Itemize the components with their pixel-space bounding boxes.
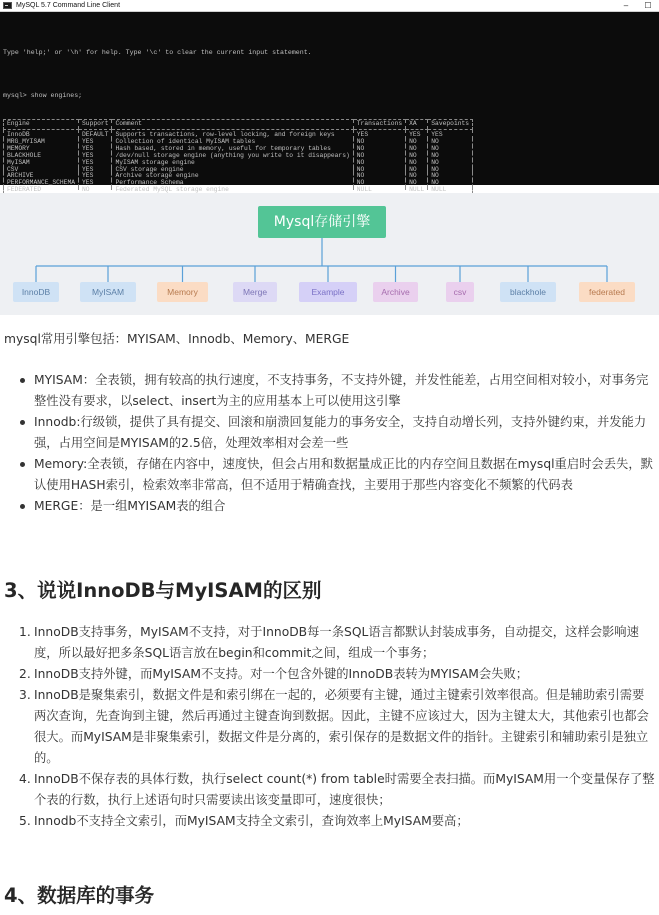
table-cell: Performance Schema [112,180,353,187]
table-row [4,160,473,167]
list-item: 5. Innodb不支持全文索引，而MyISAM支持全文索引，查询效率上MyISAM要高； [19,814,469,828]
table-cell: CSV storage engine [112,167,353,174]
table-cell: Hash based, stored in memory, useful for temporary tables [112,146,353,153]
table-cell: YES [79,153,112,160]
table-cell: NO [428,173,473,180]
diagram-leaf-node: federated [579,282,635,302]
list-item: 2. InnoDB支持外键，而MyISAM不支持。对一个包含外键的InnoDB表转为MYISAM会失败； [19,667,529,681]
table-cell: YES [79,146,112,153]
table-cell: YES [79,173,112,180]
list-item: Innodb:行级锁，提供了具有提交、回滚和崩溃回复能力的事务安全，支持自动增长列，支持外键约束，并发能力强，占用空间是MYISAM的2.5倍，处理效率相对会差一些 [15,412,655,454]
list-item: 4. InnoDB不保存表的具体行数，执行select count(*) from table时需要全表扫描。而MyISAM用一个变量保存了整个表的行数，执行上述语句时只需要读出该变量即可，速度很快； [19,772,655,807]
table-cell: Collection of identical MyISAM tables [112,139,353,146]
window-controls [615,0,659,11]
engine-bullet-list [15,370,655,517]
table-cell: YES [79,139,112,146]
terminal-title: MySQL 5.7 Command Line Client [16,2,121,9]
table-cell: NO [428,167,473,174]
diagram-leaf-node: Example [299,282,357,302]
list-item-text: InnoDB是聚集索引，数据文件是和索引绑在一起的，必须要有主键，通过主键索引效率很高。但是辅助索引需要两次查询，先查询到主键，然后再通过主键查询到数据。因此，主键不应该过大，因为主键太大，其他索引也都会很大。而MyISAM是非聚集索引，数据文件是分离的，索引保存的是数据文件的指针。主键索引和辅助索引是独立的。 [34,688,649,765]
section-4-heading: 4、数据库的事务 [4,884,155,907]
table-cell: InnoDB [4,130,79,139]
table-cell: MyISAM storage engine [112,160,353,167]
diagram-root-node: Mysql存储引擎 [258,206,386,238]
table-cell: MyISAM [4,160,79,167]
column-header: Comment [112,120,353,130]
list-item: 3. InnoDB是聚集索引，数据文件是和索引绑在一起的，必须要有主键，通过主键索引效率很高。但是辅助索引需要两次查询，先查询到主键，然后再通过主键查询到数据。因此，主键不应该过大，因为主键太大，其他索引也都会很大。而MyISAM是非聚集索引，数据文件是分离的，索引保存的是数据文件的指针。主键索引和辅助索引是独立的。 [19,688,649,765]
table-cell: PERFORMANCE_SCHEMA [4,180,79,187]
table-cell: YES [79,160,112,167]
table-cell: NO [406,139,428,146]
diagram-leaf-node: Merge [233,282,277,302]
engines-table [3,119,473,197]
table-cell: NO [428,139,473,146]
table-cell: NO [353,153,405,160]
table-cell: NO [428,180,473,187]
list-item: Memory:全表锁，存储在内容中，速度快，但会占用和数据量成正比的内存空间且数据在mysql重启时会丢失，默认使用HASH索引，检索效率非常高，但不适用于精确查找，主要用于那些内容变化不频繁的代码表 [15,454,655,496]
table-cell: DEFAULT [79,130,112,139]
diagram-leaf-node: Memory [157,282,208,302]
table-cell: BLACKHOLE [4,153,79,160]
table-cell: NO [406,160,428,167]
table-cell: NO [406,153,428,160]
maximize-button[interactable]: ☐ [644,1,652,10]
table-cell: NO [353,146,405,153]
engines-table-body [4,130,473,197]
table-cell: NULL [406,187,428,196]
table-cell: NO [353,167,405,174]
table-cell: NO [353,180,405,187]
table-cell: YES [79,180,112,187]
column-header: Transactions [353,120,405,130]
diagram-leaf-node: csv [446,282,474,302]
prompt-command: mysql> show engines; [3,92,83,100]
table-cell: Federated MySQL storage engine [112,187,353,196]
list-item: MERGE：是一组MYISAM表的组合 [15,496,655,517]
table-row [4,180,473,187]
table-cell: YES [406,130,428,139]
table-row [4,167,473,174]
list-item-text: Innodb不支持全文索引，而MyISAM支持全文索引，查询效率上MyISAM要高； [34,814,469,828]
table-cell: NO [353,173,405,180]
column-header: XA [406,120,428,130]
column-header: Savepoints [428,120,473,130]
list-item-text: InnoDB支持外键，而MyISAM不支持。对一个包含外键的InnoDB表转为MYISAM会失败； [34,667,529,681]
table-cell: YES [428,130,473,139]
table-cell: MEMORY [4,146,79,153]
table-cell: NULL [428,187,473,196]
storage-engine-diagram [0,193,659,315]
minimize-button[interactable]: – [623,1,629,10]
list-item-text: InnoDB不保存表的具体行数，执行select count(*) from table时需要全表扫描。而MyISAM用一个变量保存了整个表的行数，执行上述语句时只需要读出该变量即可，速度很快； [34,772,655,807]
difference-list [15,622,655,832]
table-cell: Archive storage engine [112,173,353,180]
terminal-app-icon [3,2,12,9]
table-cell: NO [353,160,405,167]
diagram-leaf-node: InnoDB [13,282,59,302]
terminal-titlebar [0,0,659,12]
column-header: Support [79,120,112,130]
mysql-terminal-window [0,0,659,194]
table-cell: NO [428,153,473,160]
table-cell: FEDERATED [4,187,79,196]
table-cell: NO [79,187,112,196]
table-cell: CSV [4,167,79,174]
table-row [4,153,473,160]
list-item: MYISAM：全表锁，拥有较高的执行速度，不支持事务，不支持外键，并发性能差，占用空间相对较小，对事务完整性没有要求，以select、insert为主的应用基本上可以使用这引擎 [15,370,655,412]
list-item-text: InnoDB支持事务，MyISAM不支持，对于InnoDB每一条SQL语言都默认封装成事务，自动提交，这样会影响速度，所以最好把多条SQL语言放在begin和commit之间，组成一个事务； [34,625,639,660]
table-cell: YES [353,130,405,139]
diagram-leaf-node: blackhole [500,282,556,302]
section-3-heading: 3、说说InnoDB与MyISAM的区别 [4,579,322,602]
diagram-leaf-node: Archive [373,282,418,302]
help-line: Type 'help;' or '\h' for help. Type '\c' to clear the current input statement. [3,49,312,57]
table-cell: NULL [353,187,405,196]
diagram-leaf-node: MyISAM [80,282,136,302]
table-cell: YES [79,167,112,174]
table-cell: NO [406,173,428,180]
engines-intro: mysql常用引擎包括：MYISAM、Innodb、Memory、MERGE [4,332,350,346]
table-cell: /dev/null storage engine (anything you write to it disappears) [112,153,353,160]
table-cell: NO [406,146,428,153]
table-cell: NO [428,160,473,167]
table-cell: NO [406,180,428,187]
table-cell: NO [353,139,405,146]
table-cell: MRG_MYISAM [4,139,79,146]
table-cell: Supports transactions, row-level locking, and foreign keys [112,130,353,139]
engines-table-header [4,120,473,130]
table-cell: NO [428,146,473,153]
table-cell: NO [406,167,428,174]
list-item: 1. InnoDB支持事务，MyISAM不支持，对于InnoDB每一条SQL语言都默认封装成事务，自动提交，这样会影响速度，所以最好把多条SQL语言放在begin和commit之间，组成一个事务； [19,625,639,660]
table-cell: ARCHIVE [4,173,79,180]
column-header: Engine [4,120,79,130]
